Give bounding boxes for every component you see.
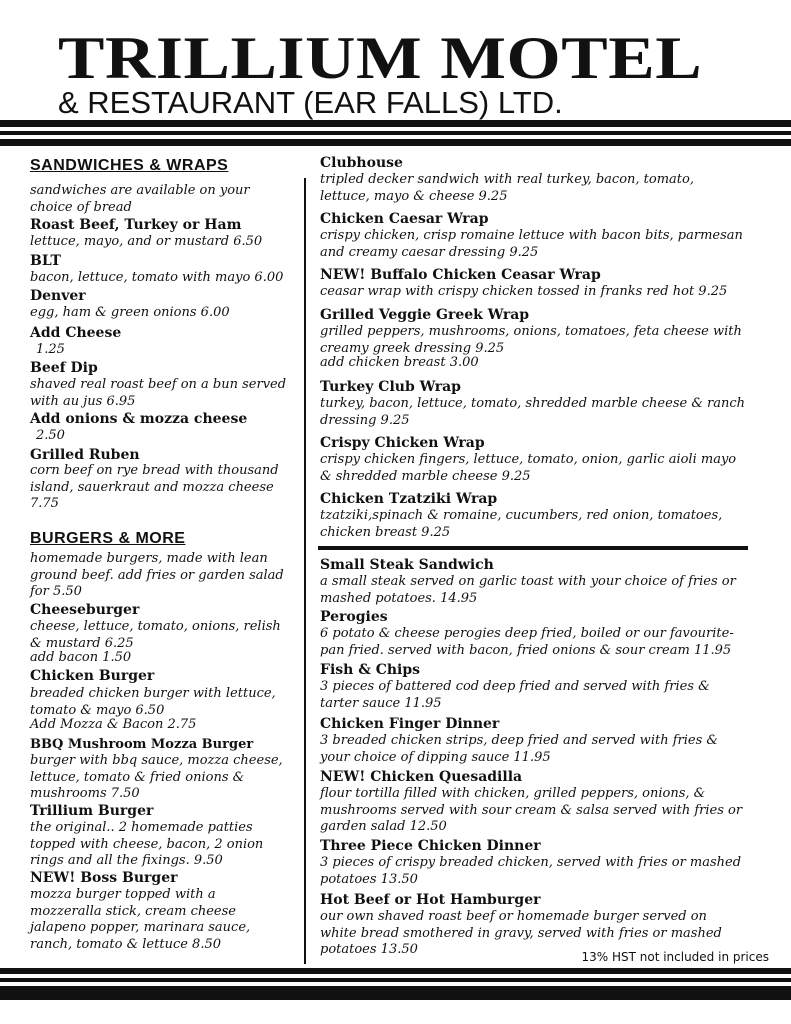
menu-item-desc: grilled peppers, mushrooms, onions, tomatoes, feta cheese with creamy greek dressing 9.25 <box>320 324 742 356</box>
menu-item-name: NEW! Buffalo Chicken Ceasar Wrap <box>320 267 601 283</box>
menu-item-desc: our own shaved roast beef or homemade burger served on white bread smothered in gravy, served with fries or mashed potatoes 13.50 <box>320 909 722 957</box>
menu-item-desc: a small steak served on garlic toast with your choice of fries or mashed potatoes. 14.95 <box>320 574 736 606</box>
menu-item-desc: egg, ham & green onions 6.00 <box>30 305 230 320</box>
menu-item-name: Grilled Ruben <box>30 447 140 463</box>
menu-item-name: NEW! Boss Burger <box>30 870 178 886</box>
menu-item-extra: Add Mozza & Bacon 2.75 <box>30 717 197 732</box>
menu-item-desc: breaded chicken burger with lettuce, tomato & mayo 6.50 <box>30 686 276 718</box>
menu-item-name: Perogies <box>320 609 388 625</box>
menu-item-desc: 6 potato & cheese perogies deep fried, boiled or our favourite- pan fried. served with bacon, fried onions & sour cream 11.95 <box>320 626 734 658</box>
menu-item-desc: 1.25 <box>36 342 65 357</box>
menu-item-desc: mozza burger topped with a mozzeralla stick, cream cheese jalapeno popper, marinara sauce, ranch, tomato & lettuce 8.50 <box>30 887 251 952</box>
menu-item-desc: 2.50 <box>36 428 65 443</box>
menu-item-extra: add bacon 1.50 <box>30 650 132 665</box>
restaurant-subtitle: & RESTAURANT (EAR FALLS) LTD. <box>58 85 563 120</box>
menu-item-name: Roast Beef, Turkey or Ham <box>30 217 242 233</box>
section-divider <box>318 546 748 550</box>
menu-item-desc: bacon, lettuce, tomato with mayo 6.00 <box>30 270 284 285</box>
sandwiches-section-title: SANDWICHES & WRAPS <box>30 157 229 174</box>
menu-item-name: Add Cheese <box>30 325 122 341</box>
menu-item-desc: the original.. 2 homemade patties topped with cheese, bacon, 2 onion rings and all the fixings. 9.50 <box>30 820 264 868</box>
menu-item-desc: flour tortilla filled with chicken, grilled peppers, onions, & mushrooms served with sour cream & salsa served with fries or garden salad 12.50 <box>320 786 743 834</box>
menu-item-name: Trillium Burger <box>30 803 154 819</box>
header-rule-bottom <box>0 139 791 146</box>
sandwiches-intro: sandwiches are available on your choice of bread <box>30 183 250 215</box>
menu-item-name: Add onions & mozza cheese <box>30 411 248 427</box>
menu-item-desc: crispy chicken fingers, lettuce, tomato, onion, garlic aioli mayo & shredded marble cheese 9.25 <box>320 452 737 484</box>
menu-item-desc: corn beef on rye bread with thousand island, sauerkraut and mozza cheese 7.75 <box>30 463 279 511</box>
menu-item-desc: cheese, lettuce, tomato, onions, relish & mustard 6.25 <box>30 619 281 651</box>
menu-item-desc: 3 breaded chicken strips, deep fried and served with fries & your choice of dipping sauce 11.95 <box>320 733 718 765</box>
menu-item-name: Three Piece Chicken Dinner <box>320 838 541 854</box>
menu-item-name: NEW! Chicken Quesadilla <box>320 769 523 785</box>
menu-item-desc: tzatziki,spinach & romaine, cucumbers, red onion, tomatoes, chicken breast 9.25 <box>320 508 723 540</box>
footer-rule-top <box>0 968 791 974</box>
menu-item-name: Clubhouse <box>320 155 403 171</box>
menu-item-name: Small Steak Sandwich <box>320 557 494 573</box>
menu-item-name: BLT <box>30 253 61 269</box>
restaurant-title: TRILLIUM MOTEL <box>58 25 703 91</box>
menu-item-name: Turkey Club Wrap <box>320 379 461 395</box>
burgers-intro: homemade burgers, made with lean ground beef. add fries or garden salad for 5.50 <box>30 551 284 599</box>
menu-item-name: BBQ Mushroom Mozza Burger <box>30 737 254 752</box>
menu-item-desc: lettuce, mayo, and or mustard 6.50 <box>30 234 263 249</box>
menu-item-desc: 3 pieces of crispy breaded chicken, served with fries or mashed potatoes 13.50 <box>320 855 742 887</box>
menu-item-name: Chicken Finger Dinner <box>320 716 500 732</box>
footer-rule-bottom <box>0 986 791 1000</box>
menu-item-name: Chicken Burger <box>30 668 155 684</box>
menu-header <box>0 0 791 150</box>
menu-item-desc: crispy chicken, crisp romaine lettuce with bacon bits, parmesan and creamy caesar dressing 9.25 <box>320 228 743 260</box>
tax-note: 13% HST not included in prices <box>581 950 769 964</box>
header-rule-top <box>0 120 791 127</box>
header-rule-middle <box>0 131 791 135</box>
menu-item-name: Denver <box>30 288 86 304</box>
menu-item-name: Fish & Chips <box>320 662 421 678</box>
menu-item-name: Chicken Caesar Wrap <box>320 211 489 227</box>
menu-item-name: Cheeseburger <box>30 602 140 618</box>
menu-item-desc: shaved real roast beef on a bun served with au jus 6.95 <box>30 377 287 409</box>
menu-item-desc: 3 pieces of battered cod deep fried and served with fries & tarter sauce 11.95 <box>320 679 710 711</box>
menu-item-desc: tripled decker sandwich with real turkey, bacon, tomato, lettuce, mayo & cheese 9.25 <box>320 172 694 204</box>
menu-item-desc: turkey, bacon, lettuce, tomato, shredded marble cheese & ranch dressing 9.25 <box>320 396 746 428</box>
menu-item-name: Grilled Veggie Greek Wrap <box>320 307 530 323</box>
menu-item-name: Hot Beef or Hot Hamburger <box>320 892 541 908</box>
menu-item-name: Crispy Chicken Wrap <box>320 435 485 451</box>
menu-item-name: Chicken Tzatziki Wrap <box>320 491 498 507</box>
menu-item-desc: ceasar wrap with crispy chicken tossed in franks red hot 9.25 <box>320 284 728 299</box>
menu-item-desc: burger with bbq sauce, mozza cheese, lettuce, tomato & fried onions & mushrooms 7.50 <box>30 753 283 801</box>
column-divider <box>304 178 306 964</box>
menu-item-extra: add chicken breast 3.00 <box>320 355 479 370</box>
menu-item-name: Beef Dip <box>30 360 98 376</box>
footer-rule-middle <box>0 978 791 982</box>
burgers-section-title: BURGERS & MORE <box>30 530 186 547</box>
